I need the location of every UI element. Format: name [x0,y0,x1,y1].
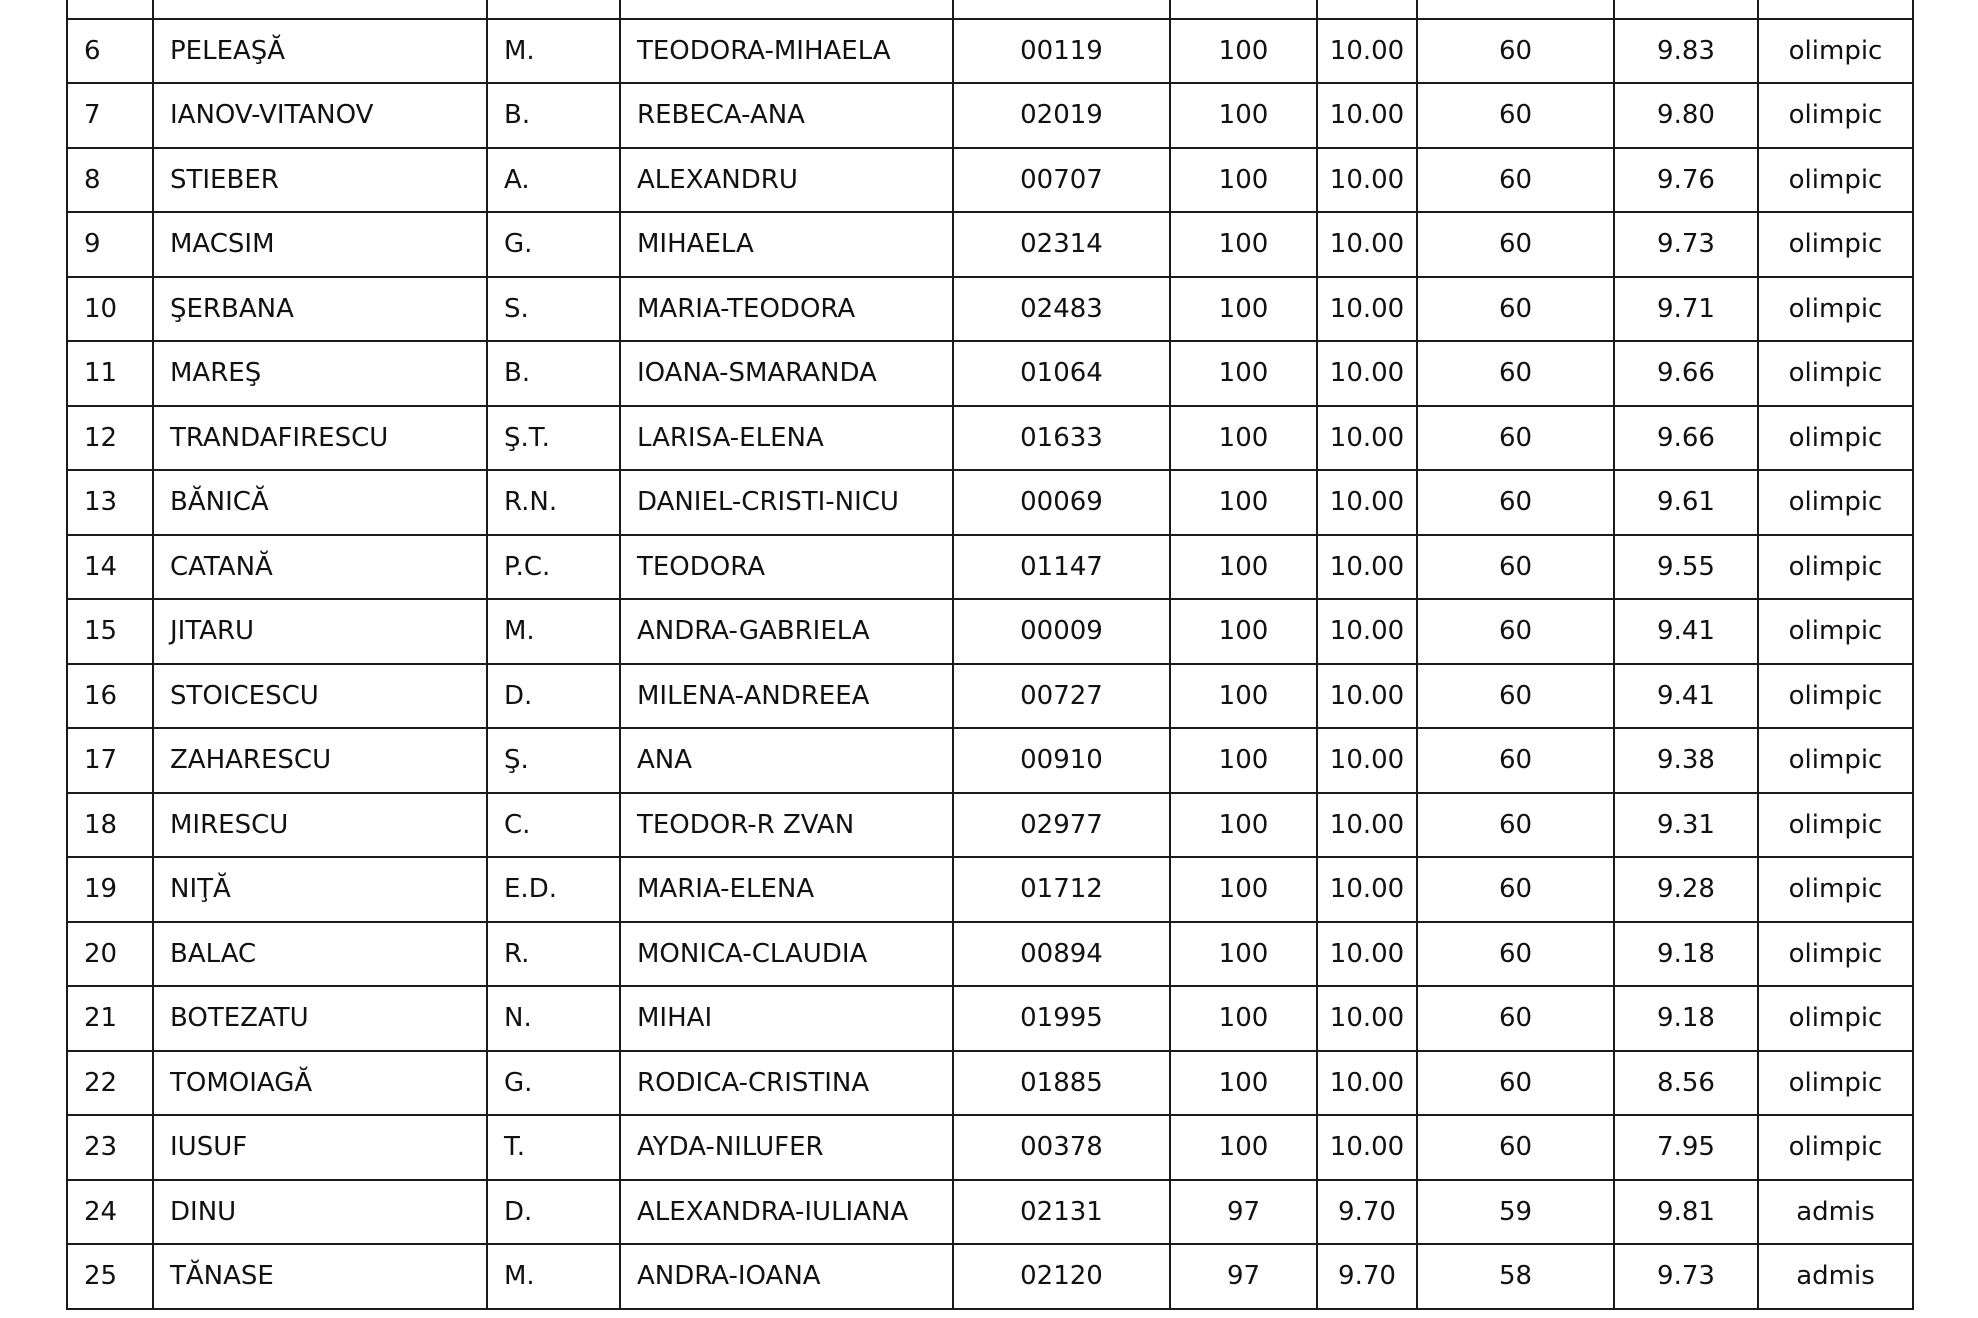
row-number-cell [67,0,153,19]
score-grade-cell: 10.00 [1317,148,1417,213]
status-cell: admis [1758,1244,1913,1309]
surname-cell: MAREŞ [153,341,487,406]
score-points-cell: 100 [1170,406,1317,471]
second-points-cell: 60 [1417,341,1614,406]
surname-cell: IUSUF [153,1115,487,1180]
given-name-cell: AYDA-NILUFER [620,1115,953,1180]
surname-cell: BOTEZATU [153,986,487,1051]
table-row [67,793,1913,858]
surname-cell: PELEAŞĂ [153,19,487,84]
row-number-cell: 24 [67,1180,153,1245]
score-points-cell: 100 [1170,535,1317,600]
given-name-cell: ALEXANDRU [620,148,953,213]
row-number-cell: 8 [67,148,153,213]
surname-cell: BALAC [153,922,487,987]
given-name-cell: LARISA-ELENA [620,406,953,471]
final-grade-cell: 9.28 [1614,857,1758,922]
final-grade-cell [1614,0,1758,19]
row-number-cell: 13 [67,470,153,535]
score-grade-cell: 10.00 [1317,793,1417,858]
status-cell: olimpic [1758,277,1913,342]
father-initial-cell: C. [487,793,620,858]
final-grade-cell: 9.61 [1614,470,1758,535]
second-points-cell: 60 [1417,922,1614,987]
surname-cell: TRANDAFIRESCU [153,406,487,471]
table-row [67,341,1913,406]
table-row [67,406,1913,471]
second-points-cell: 60 [1417,599,1614,664]
row-number-cell: 18 [67,793,153,858]
surname-cell: STOICESCU [153,664,487,729]
second-points-cell [1417,0,1614,19]
father-initial-cell: B. [487,341,620,406]
score-grade-cell: 9.70 [1317,1244,1417,1309]
status-cell: olimpic [1758,922,1913,987]
father-initial-cell: D. [487,1180,620,1245]
status-cell: olimpic [1758,470,1913,535]
surname-cell: ZAHARESCU [153,728,487,793]
table-row [67,1051,1913,1116]
table-row [67,148,1913,213]
score-grade-cell: 10.00 [1317,470,1417,535]
final-grade-cell: 9.76 [1614,148,1758,213]
row-number-cell: 22 [67,1051,153,1116]
candidate-code-cell: 00009 [953,599,1170,664]
final-grade-cell: 9.18 [1614,922,1758,987]
surname-cell: TĂNASE [153,1244,487,1309]
final-grade-cell: 9.41 [1614,599,1758,664]
candidate-code-cell: 02120 [953,1244,1170,1309]
candidate-code-cell: 01633 [953,406,1170,471]
father-initial-cell: M. [487,1244,620,1309]
father-initial-cell: D. [487,664,620,729]
father-initial-cell: G. [487,212,620,277]
score-grade-cell: 10.00 [1317,212,1417,277]
candidate-code-cell: 01147 [953,535,1170,600]
status-cell: olimpic [1758,148,1913,213]
score-points-cell: 100 [1170,148,1317,213]
row-number-cell: 14 [67,535,153,600]
given-name-cell: MIHAI [620,986,953,1051]
table-row [67,922,1913,987]
status-cell: olimpic [1758,728,1913,793]
second-points-cell: 60 [1417,986,1614,1051]
table-row [67,0,1913,19]
status-cell: olimpic [1758,535,1913,600]
score-points-cell: 100 [1170,728,1317,793]
score-points-cell: 100 [1170,212,1317,277]
final-grade-cell: 8.56 [1614,1051,1758,1116]
final-grade-cell: 9.81 [1614,1180,1758,1245]
second-points-cell: 60 [1417,212,1614,277]
score-grade-cell: 10.00 [1317,19,1417,84]
row-number-cell: 15 [67,599,153,664]
row-number-cell: 20 [67,922,153,987]
second-points-cell: 60 [1417,148,1614,213]
father-initial-cell: B. [487,83,620,148]
status-cell: olimpic [1758,986,1913,1051]
results-table [66,0,1914,1310]
second-points-cell: 60 [1417,793,1614,858]
table-row [67,470,1913,535]
given-name-cell: REBECA-ANA [620,83,953,148]
score-grade-cell: 10.00 [1317,341,1417,406]
given-name-cell: ANDRA-GABRIELA [620,599,953,664]
surname-cell: BĂNICĂ [153,470,487,535]
surname-cell: CATANĂ [153,535,487,600]
surname-cell: MIRESCU [153,793,487,858]
score-grade-cell: 10.00 [1317,728,1417,793]
second-points-cell: 60 [1417,83,1614,148]
given-name-cell: ANDRA-IOANA [620,1244,953,1309]
candidate-code-cell: 00727 [953,664,1170,729]
candidate-code-cell: 00378 [953,1115,1170,1180]
given-name-cell: MARIA-ELENA [620,857,953,922]
score-points-cell: 100 [1170,857,1317,922]
candidate-code-cell: 01885 [953,1051,1170,1116]
score-points-cell: 97 [1170,1244,1317,1309]
father-initial-cell: A. [487,148,620,213]
surname-cell: DINU [153,1180,487,1245]
candidate-code-cell: 00910 [953,728,1170,793]
table-row [67,599,1913,664]
score-points-cell: 100 [1170,1051,1317,1116]
father-initial-cell [487,0,620,19]
score-grade-cell: 10.00 [1317,664,1417,729]
father-initial-cell: E.D. [487,857,620,922]
second-points-cell: 60 [1417,277,1614,342]
given-name-cell: MARIA-TEODORA [620,277,953,342]
score-points-cell: 100 [1170,599,1317,664]
given-name-cell: MONICA-CLAUDIA [620,922,953,987]
candidate-code-cell: 02019 [953,83,1170,148]
given-name-cell: TEODOR-R ZVAN [620,793,953,858]
table-row [67,1115,1913,1180]
final-grade-cell: 9.66 [1614,341,1758,406]
score-grade-cell: 10.00 [1317,406,1417,471]
status-cell: olimpic [1758,793,1913,858]
second-points-cell: 58 [1417,1244,1614,1309]
score-points-cell: 100 [1170,83,1317,148]
row-number-cell: 9 [67,212,153,277]
final-grade-cell: 9.66 [1614,406,1758,471]
score-points-cell: 100 [1170,922,1317,987]
row-number-cell: 12 [67,406,153,471]
given-name-cell: RODICA-CRISTINA [620,1051,953,1116]
row-number-cell: 11 [67,341,153,406]
candidate-code-cell [953,0,1170,19]
final-grade-cell: 9.80 [1614,83,1758,148]
score-points-cell: 97 [1170,1180,1317,1245]
status-cell: olimpic [1758,83,1913,148]
row-number-cell: 23 [67,1115,153,1180]
score-points-cell: 100 [1170,986,1317,1051]
score-grade-cell: 10.00 [1317,83,1417,148]
given-name-cell: IOANA-SMARANDA [620,341,953,406]
candidate-code-cell: 00707 [953,148,1170,213]
score-points-cell: 100 [1170,1115,1317,1180]
father-initial-cell: G. [487,1051,620,1116]
father-initial-cell: Ş. [487,728,620,793]
score-points-cell: 100 [1170,341,1317,406]
score-grade-cell: 10.00 [1317,277,1417,342]
father-initial-cell: N. [487,986,620,1051]
score-points-cell: 100 [1170,19,1317,84]
candidate-code-cell: 01064 [953,341,1170,406]
surname-cell: JITARU [153,599,487,664]
table-row [67,277,1913,342]
candidate-code-cell: 00119 [953,19,1170,84]
final-grade-cell: 9.71 [1614,277,1758,342]
surname-cell: TOMOIAGĂ [153,1051,487,1116]
status-cell: olimpic [1758,341,1913,406]
table-row [67,212,1913,277]
status-cell: olimpic [1758,1115,1913,1180]
second-points-cell: 60 [1417,1115,1614,1180]
score-points-cell: 100 [1170,277,1317,342]
table-body [67,0,1913,1309]
status-cell: olimpic [1758,857,1913,922]
given-name-cell [620,0,953,19]
score-grade-cell: 10.00 [1317,599,1417,664]
father-initial-cell: R.N. [487,470,620,535]
surname-cell [153,0,487,19]
surname-cell: STIEBER [153,148,487,213]
candidate-code-cell: 01712 [953,857,1170,922]
given-name-cell: DANIEL-CRISTI-NICU [620,470,953,535]
status-cell [1758,0,1913,19]
final-grade-cell: 9.18 [1614,986,1758,1051]
father-initial-cell: M. [487,599,620,664]
row-number-cell: 6 [67,19,153,84]
final-grade-cell: 7.95 [1614,1115,1758,1180]
status-cell: olimpic [1758,19,1913,84]
father-initial-cell: S. [487,277,620,342]
father-initial-cell: T. [487,1115,620,1180]
table-row [67,728,1913,793]
row-number-cell: 19 [67,857,153,922]
score-grade-cell: 10.00 [1317,535,1417,600]
score-grade-cell [1317,0,1417,19]
candidate-code-cell: 02131 [953,1180,1170,1245]
score-grade-cell: 10.00 [1317,922,1417,987]
father-initial-cell: R. [487,922,620,987]
score-grade-cell: 9.70 [1317,1180,1417,1245]
score-grade-cell: 10.00 [1317,1115,1417,1180]
final-grade-cell: 9.73 [1614,212,1758,277]
father-initial-cell: M. [487,19,620,84]
score-points-cell: 100 [1170,470,1317,535]
final-grade-cell: 9.73 [1614,1244,1758,1309]
row-number-cell: 16 [67,664,153,729]
row-number-cell: 21 [67,986,153,1051]
table-row [67,1180,1913,1245]
table-row [67,664,1913,729]
second-points-cell: 60 [1417,406,1614,471]
row-number-cell: 17 [67,728,153,793]
given-name-cell: TEODORA-MIHAELA [620,19,953,84]
table-row [67,83,1913,148]
second-points-cell: 59 [1417,1180,1614,1245]
score-points-cell [1170,0,1317,19]
surname-cell: MACSIM [153,212,487,277]
final-grade-cell: 9.55 [1614,535,1758,600]
score-points-cell: 100 [1170,664,1317,729]
given-name-cell: MIHAELA [620,212,953,277]
candidate-code-cell: 00894 [953,922,1170,987]
candidate-code-cell: 02483 [953,277,1170,342]
candidate-code-cell: 01995 [953,986,1170,1051]
table-row [67,986,1913,1051]
row-number-cell: 10 [67,277,153,342]
row-number-cell: 25 [67,1244,153,1309]
second-points-cell: 60 [1417,728,1614,793]
given-name-cell: MILENA-ANDREEA [620,664,953,729]
second-points-cell: 60 [1417,1051,1614,1116]
score-grade-cell: 10.00 [1317,986,1417,1051]
father-initial-cell: P.C. [487,535,620,600]
score-grade-cell: 10.00 [1317,857,1417,922]
candidate-code-cell: 02314 [953,212,1170,277]
table-row [67,19,1913,84]
surname-cell: IANOV-VITANOV [153,83,487,148]
second-points-cell: 60 [1417,664,1614,729]
given-name-cell: ANA [620,728,953,793]
surname-cell: ŞERBANA [153,277,487,342]
second-points-cell: 60 [1417,470,1614,535]
candidate-code-cell: 02977 [953,793,1170,858]
candidate-code-cell: 00069 [953,470,1170,535]
father-initial-cell: Ş.T. [487,406,620,471]
status-cell: olimpic [1758,406,1913,471]
final-grade-cell: 9.31 [1614,793,1758,858]
surname-cell: NIŢĂ [153,857,487,922]
final-grade-cell: 9.38 [1614,728,1758,793]
status-cell: olimpic [1758,1051,1913,1116]
given-name-cell: ALEXANDRA-IULIANA [620,1180,953,1245]
table-row [67,535,1913,600]
table-row [67,857,1913,922]
status-cell: admis [1758,1180,1913,1245]
score-grade-cell: 10.00 [1317,1051,1417,1116]
status-cell: olimpic [1758,664,1913,729]
status-cell: olimpic [1758,599,1913,664]
status-cell: olimpic [1758,212,1913,277]
second-points-cell: 60 [1417,19,1614,84]
given-name-cell: TEODORA [620,535,953,600]
row-number-cell: 7 [67,83,153,148]
second-points-cell: 60 [1417,857,1614,922]
table-row [67,1244,1913,1309]
second-points-cell: 60 [1417,535,1614,600]
final-grade-cell: 9.41 [1614,664,1758,729]
score-points-cell: 100 [1170,793,1317,858]
final-grade-cell: 9.83 [1614,19,1758,84]
